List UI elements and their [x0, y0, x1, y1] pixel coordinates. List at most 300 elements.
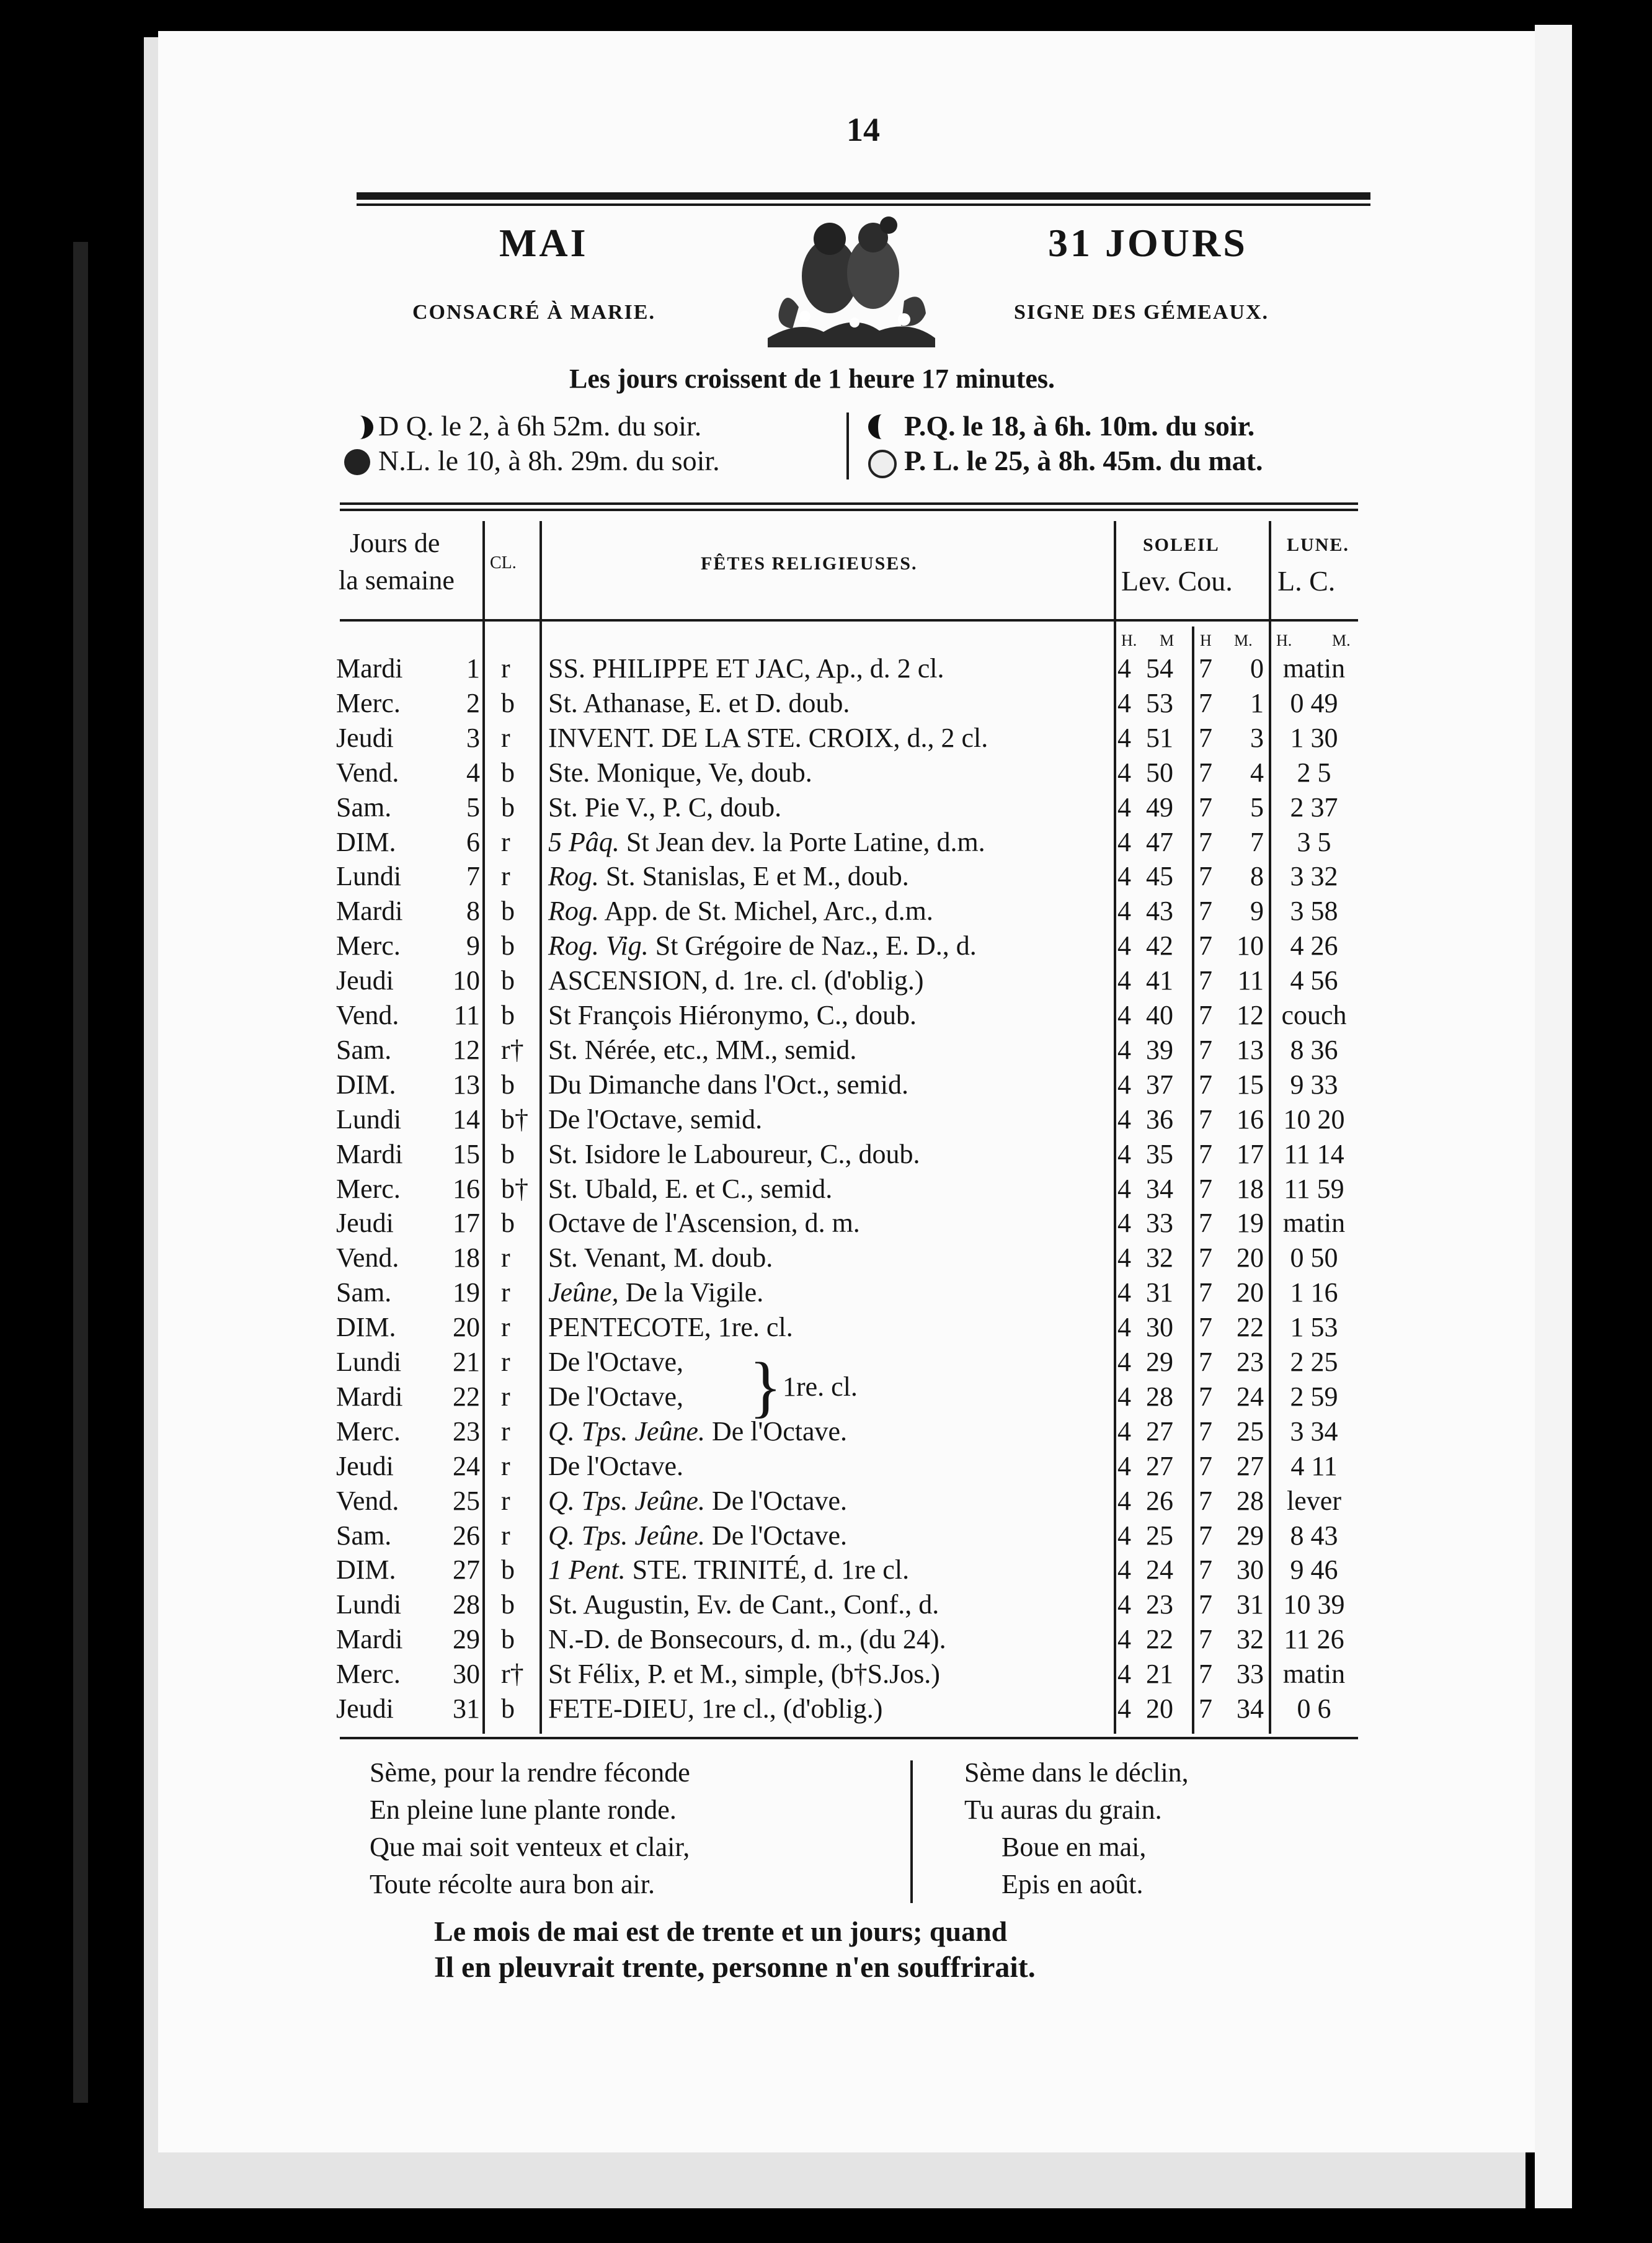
- phase-pl: P. L. le 25, à 8h. 45m. du mat.: [904, 445, 1263, 476]
- day-cell: Jeudi: [336, 1693, 394, 1724]
- sunset-min-cell: 20: [1237, 1277, 1264, 1308]
- class-cell: b†: [501, 1104, 528, 1135]
- col-lev-cou: Lev. Cou.: [1121, 565, 1233, 597]
- class-cell: b: [501, 687, 515, 718]
- moon-cell: 11 14: [1284, 1138, 1344, 1169]
- feast-name: St. Stanislas, E et M., doub.: [605, 861, 909, 892]
- feast-cell: [548, 1449, 683, 1484]
- sunset-hour-cell: 7: [1199, 826, 1212, 857]
- class-cell: b: [501, 1554, 515, 1585]
- day-cell: Vend.: [336, 1000, 399, 1030]
- date-cell: 28: [453, 1589, 480, 1620]
- col-fetes: FÊTES RELIGIEUSES.: [701, 553, 918, 574]
- sunset-min-cell: 19: [1237, 1208, 1264, 1239]
- sunrise-hour-cell: 4: [1117, 1173, 1131, 1204]
- date-cell: 9: [466, 930, 480, 961]
- sunset-min-cell: 7: [1250, 826, 1264, 857]
- class-cell: r: [501, 1347, 510, 1377]
- sunrise-min-cell: 54: [1146, 653, 1173, 684]
- poem-left-line: Que mai soit venteux et clair,: [370, 1832, 690, 1862]
- table-row: [0, 894, 1652, 929]
- top-rule-thick: [357, 192, 1370, 200]
- class-cell: b: [501, 757, 515, 788]
- sunrise-hour-cell: 4: [1117, 930, 1131, 961]
- moon-cell: 8 36: [1290, 1034, 1338, 1065]
- sunset-hour-cell: 7: [1199, 1242, 1212, 1273]
- feast-cell: [548, 1345, 683, 1380]
- moon-cell: 1 16: [1290, 1277, 1338, 1308]
- date-cell: 5: [466, 792, 480, 823]
- sunrise-min-cell: 35: [1146, 1138, 1173, 1169]
- class-cell: r: [501, 1242, 510, 1273]
- sunset-min-cell: 22: [1237, 1312, 1264, 1343]
- feast-name: St. Nérée, etc., MM., semid.: [548, 1034, 857, 1065]
- table-row: [0, 1206, 1652, 1241]
- date-cell: 7: [466, 861, 480, 892]
- sunset-min-cell: 17: [1237, 1138, 1264, 1169]
- date-cell: 30: [453, 1659, 480, 1690]
- sunrise-min-cell: 22: [1146, 1624, 1173, 1655]
- sunset-min-cell: 23: [1237, 1347, 1264, 1377]
- day-cell: Merc.: [336, 930, 401, 961]
- feast-cell: [548, 1137, 920, 1172]
- sunrise-hour-cell: 4: [1117, 1659, 1131, 1690]
- table-row: [0, 963, 1652, 998]
- class-cell: b: [501, 1208, 515, 1239]
- feast-cell: [548, 1310, 793, 1345]
- table-bottom-rule: [340, 1737, 1358, 1739]
- date-cell: 21: [453, 1347, 480, 1377]
- days-count: 31 JOURS: [1048, 221, 1248, 265]
- day-cell: Vend.: [336, 1242, 399, 1273]
- sunset-min-cell: 11: [1237, 965, 1264, 996]
- sunrise-hour-cell: 4: [1117, 826, 1131, 857]
- feast-cell: [548, 721, 988, 756]
- day-cell: Merc.: [336, 1173, 401, 1204]
- feast-name: St. Pie V., P. C, doub.: [548, 792, 782, 823]
- feast-name: St Jean dev. la Porte Latine, d.m.: [626, 826, 985, 857]
- sunset-min-cell: 34: [1237, 1693, 1264, 1724]
- feast-name: N.-D. de Bonsecours, d. m., (du 24).: [548, 1624, 946, 1655]
- moon-cell: 0 50: [1290, 1242, 1338, 1273]
- sunrise-hour-cell: 4: [1117, 757, 1131, 788]
- sunrise-hour-cell: 4: [1117, 1693, 1131, 1724]
- sunset-min-cell: 25: [1237, 1416, 1264, 1447]
- day-cell: Mardi: [336, 653, 403, 684]
- sunset-min-cell: 28: [1237, 1485, 1264, 1516]
- feast-name: STE. TRINITÉ, d. 1re cl.: [632, 1554, 910, 1585]
- sunrise-min-cell: 50: [1146, 757, 1173, 788]
- feast-prefix: Rog.: [548, 896, 599, 927]
- feast-name: App. de St. Michel, Arc., d.m.: [604, 896, 933, 927]
- feast-cell: [548, 1275, 763, 1310]
- sunset-min-cell: 10: [1237, 930, 1264, 961]
- date-cell: 16: [453, 1173, 480, 1204]
- day-cell: Jeudi: [336, 722, 394, 753]
- day-cell: Mardi: [336, 896, 403, 927]
- full-moon-icon: [868, 450, 897, 478]
- sunset-hour-cell: 7: [1199, 861, 1212, 892]
- col-jours-1: Jours de: [350, 528, 440, 558]
- sunrise-hour-cell: 4: [1117, 1624, 1131, 1655]
- moon-cell: 2 5: [1297, 757, 1331, 788]
- day-cell: Lundi: [336, 1347, 402, 1377]
- moon-cell: 2 37: [1290, 792, 1338, 823]
- day-cell: Sam.: [336, 1034, 392, 1065]
- feast-name: Octave de l'Ascension, d. m.: [548, 1208, 860, 1239]
- date-cell: 14: [453, 1104, 480, 1135]
- class-cell: r: [501, 1312, 510, 1343]
- date-cell: 11: [453, 1000, 480, 1030]
- page-number: 14: [846, 111, 880, 148]
- feast-cell: [548, 1518, 847, 1553]
- table-row: [0, 1102, 1652, 1137]
- moon-cell: 3 5: [1297, 826, 1331, 857]
- day-cell: Sam.: [336, 1520, 392, 1551]
- feast-cell: [548, 1241, 773, 1275]
- proverb: [434, 1914, 1036, 1986]
- sunset-min-cell: 31: [1237, 1589, 1264, 1620]
- moon-cell: 1 30: [1290, 722, 1338, 753]
- feast-name: De l'Octave.: [548, 1450, 684, 1481]
- day-cell: Vend.: [336, 757, 399, 788]
- feast-name: De la Vigile.: [625, 1277, 764, 1308]
- day-cell: Merc.: [336, 1659, 401, 1690]
- brace-label: 1re. cl.: [783, 1371, 858, 1402]
- moon-cell: couch: [1281, 1000, 1347, 1030]
- table-row: [0, 1068, 1652, 1102]
- feast-name: Ste. Monique, Ve, doub.: [548, 757, 812, 788]
- date-cell: 12: [453, 1034, 480, 1065]
- feast-cell: [548, 1172, 832, 1206]
- date-cell: 20: [453, 1312, 480, 1343]
- sunrise-hour-cell: 4: [1117, 1589, 1131, 1620]
- feast-name: St. Athanase, E. et D. doub.: [548, 687, 850, 718]
- table-row: [0, 998, 1652, 1033]
- sunset-min-cell: 12: [1237, 1000, 1264, 1030]
- sunrise-hour-cell: 4: [1117, 1208, 1131, 1239]
- new-moon-icon: [344, 449, 370, 475]
- day-cell: Jeudi: [336, 1450, 394, 1481]
- unit-h3: H.: [1276, 631, 1292, 649]
- table-row: [0, 1414, 1652, 1449]
- feast-cell: [548, 1380, 683, 1414]
- moon-cell: lever: [1287, 1485, 1341, 1516]
- sunset-hour-cell: 7: [1199, 1173, 1212, 1204]
- sunset-hour-cell: 7: [1199, 1208, 1212, 1239]
- table-row: [0, 756, 1652, 790]
- day-cell: Mardi: [336, 1138, 403, 1169]
- table-row: [0, 651, 1652, 686]
- table-row: [0, 1137, 1652, 1172]
- day-cell: Mardi: [336, 1381, 403, 1412]
- sunrise-min-cell: 49: [1146, 792, 1173, 823]
- class-cell: r: [501, 1520, 510, 1551]
- month-title: MAI: [499, 221, 588, 265]
- feast-cell: [548, 1692, 882, 1726]
- sunset-hour-cell: 7: [1199, 1589, 1212, 1620]
- unit-h2: H: [1200, 631, 1212, 649]
- dedication: CONSACRÉ À MARIE.: [412, 301, 655, 324]
- sunrise-min-cell: 45: [1146, 861, 1173, 892]
- date-cell: 10: [453, 965, 480, 996]
- table-row: [0, 1310, 1652, 1345]
- sunrise-hour-cell: 4: [1117, 1069, 1131, 1100]
- date-cell: 23: [453, 1416, 480, 1447]
- feast-prefix: Rog.: [548, 861, 599, 892]
- moon-cell: matin: [1282, 1659, 1346, 1690]
- sunrise-min-cell: 24: [1146, 1554, 1173, 1585]
- date-cell: 19: [453, 1277, 480, 1308]
- date-cell: 6: [466, 826, 480, 857]
- feast-prefix: Q. Tps. Jeûne.: [548, 1520, 705, 1551]
- table-row: [0, 1622, 1652, 1657]
- sunrise-hour-cell: 4: [1117, 1242, 1131, 1273]
- feast-name: St. Isidore le Laboureur, C., doub.: [548, 1138, 920, 1169]
- poem-right-line: Epis en août.: [1001, 1869, 1144, 1899]
- phase-pq: P.Q. le 18, à 6h. 10m. du soir.: [904, 410, 1255, 442]
- feast-prefix: Jeûne,: [548, 1277, 619, 1308]
- table-row: [0, 721, 1652, 756]
- sunset-min-cell: 30: [1237, 1554, 1264, 1585]
- poem-left-line: Sème, pour la rendre féconde: [370, 1757, 690, 1788]
- sunrise-min-cell: 42: [1146, 930, 1173, 961]
- feast-name: St François Hiéronymo, C., doub.: [548, 1000, 917, 1030]
- date-cell: 8: [466, 896, 480, 927]
- feast-prefix: 5 Pâq.: [548, 826, 620, 857]
- feast-name: De l'Octave,: [548, 1381, 684, 1412]
- feast-cell: [548, 1033, 856, 1068]
- sunset-hour-cell: 7: [1199, 722, 1212, 753]
- day-cell: Vend.: [336, 1485, 399, 1516]
- last-quarter-icon: [346, 416, 373, 439]
- feast-cell: [548, 686, 850, 721]
- day-cell: DIM.: [336, 826, 396, 857]
- poem-right-line: Tu auras du grain.: [964, 1795, 1162, 1825]
- sunset-min-cell: 8: [1250, 861, 1264, 892]
- sunrise-min-cell: 40: [1146, 1000, 1173, 1030]
- sunset-hour-cell: 7: [1199, 930, 1212, 961]
- sunrise-hour-cell: 4: [1117, 1138, 1131, 1169]
- date-cell: 17: [453, 1208, 480, 1239]
- moon-cell: 0 6: [1297, 1693, 1331, 1724]
- feast-cell: [548, 825, 985, 860]
- proverb-line: Le mois de mai est de trente et un jours; quand: [434, 1915, 1008, 1947]
- feast-name: PENTECOTE, 1re. cl.: [548, 1312, 793, 1343]
- table-row: [0, 1518, 1652, 1553]
- feast-name: Du Dimanche dans l'Oct., semid.: [548, 1069, 909, 1100]
- date-cell: 18: [453, 1242, 480, 1273]
- sunrise-min-cell: 23: [1146, 1589, 1173, 1620]
- poem-left-line: En pleine lune plante ronde.: [370, 1795, 677, 1825]
- class-cell: b: [501, 1624, 515, 1655]
- sunrise-min-cell: 33: [1146, 1208, 1173, 1239]
- class-cell: b: [501, 965, 515, 996]
- table-row: [0, 1692, 1652, 1726]
- feast-cell: [548, 998, 917, 1033]
- sunrise-min-cell: 20: [1146, 1693, 1173, 1724]
- sunrise-min-cell: 25: [1146, 1520, 1173, 1551]
- sunrise-hour-cell: 4: [1117, 687, 1131, 718]
- unit-m3: M.: [1332, 631, 1351, 649]
- feast-cell: [548, 929, 977, 963]
- sunrise-hour-cell: 4: [1117, 722, 1131, 753]
- table-row: [0, 1657, 1652, 1692]
- table-row: [0, 1033, 1652, 1068]
- class-cell: r: [501, 1485, 510, 1516]
- day-cell: Merc.: [336, 1416, 401, 1447]
- moon-cell: 9 33: [1290, 1069, 1338, 1100]
- table-row: [0, 825, 1652, 860]
- sunset-hour-cell: 7: [1199, 1000, 1212, 1030]
- col-lc: L. C.: [1277, 565, 1336, 597]
- sunset-min-cell: 33: [1237, 1659, 1264, 1690]
- col-cl: CL.: [490, 553, 517, 573]
- sunset-hour-cell: 7: [1199, 1520, 1212, 1551]
- feast-prefix: Q. Tps. Jeûne.: [548, 1485, 705, 1516]
- sunrise-min-cell: 39: [1146, 1034, 1173, 1065]
- moon-cell: matin: [1282, 653, 1346, 684]
- moon-cell: 11 59: [1284, 1173, 1344, 1204]
- class-cell: r: [501, 653, 510, 684]
- poem-left: [370, 1754, 690, 1903]
- table-row: [0, 686, 1652, 721]
- sunrise-hour-cell: 4: [1117, 1416, 1131, 1447]
- class-cell: b: [501, 792, 515, 823]
- class-cell: r: [501, 1277, 510, 1308]
- poem-right-line: Sème dans le déclin,: [964, 1757, 1189, 1788]
- phase-divider: [846, 412, 849, 479]
- brace-symbol: }: [749, 1349, 782, 1424]
- moon-cell: 10 20: [1283, 1104, 1345, 1135]
- date-cell: 31: [453, 1693, 480, 1724]
- sunrise-min-cell: 30: [1146, 1312, 1173, 1343]
- sunset-hour-cell: 7: [1199, 1069, 1212, 1100]
- sunset-hour-cell: 7: [1199, 757, 1212, 788]
- sunrise-min-cell: 36: [1146, 1104, 1173, 1135]
- feast-prefix: Rog. Vig.: [548, 930, 649, 961]
- class-cell: b: [501, 1000, 515, 1030]
- header-bottom-rule: [340, 619, 1358, 622]
- class-cell: r: [501, 1416, 510, 1447]
- sunset-min-cell: 5: [1250, 792, 1264, 823]
- date-cell: 27: [453, 1554, 480, 1585]
- class-cell: r†: [501, 1034, 524, 1065]
- class-cell: r: [501, 722, 510, 753]
- class-cell: r†: [501, 1659, 524, 1690]
- table-row: [0, 1172, 1652, 1206]
- sunrise-hour-cell: 4: [1117, 1277, 1131, 1308]
- sunset-hour-cell: 7: [1199, 1277, 1212, 1308]
- sunset-min-cell: 29: [1237, 1520, 1264, 1551]
- sunset-min-cell: 9: [1250, 896, 1264, 927]
- phase-dq: D Q. le 2, à 6h 52m. du soir.: [378, 410, 702, 442]
- phase-nl: N.L. le 10, à 8h. 29m. du soir.: [378, 445, 720, 476]
- moon-cell: 10 39: [1283, 1589, 1345, 1620]
- class-cell: b: [501, 1069, 515, 1100]
- class-cell: b: [501, 930, 515, 961]
- sunset-hour-cell: 7: [1199, 1554, 1212, 1585]
- day-cell: DIM.: [336, 1312, 396, 1343]
- sunset-hour-cell: 7: [1199, 1485, 1212, 1516]
- sunset-min-cell: 3: [1250, 722, 1264, 753]
- sunset-min-cell: 13: [1237, 1034, 1264, 1065]
- sunrise-hour-cell: 4: [1117, 1034, 1131, 1065]
- sunset-hour-cell: 7: [1199, 1381, 1212, 1412]
- table-top-rule-2: [340, 509, 1358, 511]
- feast-cell: [548, 1068, 908, 1102]
- feast-prefix: Q. Tps. Jeûne.: [548, 1416, 705, 1447]
- date-cell: 29: [453, 1624, 480, 1655]
- sunrise-min-cell: 29: [1146, 1347, 1173, 1377]
- table-row: [0, 790, 1652, 825]
- sunrise-min-cell: 31: [1146, 1277, 1173, 1308]
- feast-name: St Grégoire de Naz., E. D., d.: [655, 930, 977, 961]
- feast-name: FETE-DIEU, 1re cl., (d'oblig.): [548, 1693, 883, 1724]
- class-cell: r: [501, 1450, 510, 1481]
- day-cell: Lundi: [336, 1104, 402, 1135]
- feast-name: De l'Octave.: [711, 1485, 848, 1516]
- sunrise-min-cell: 41: [1146, 965, 1173, 996]
- sunrise-hour-cell: 4: [1117, 896, 1131, 927]
- col-jours-2: la semaine: [339, 565, 455, 595]
- sunrise-min-cell: 37: [1146, 1069, 1173, 1100]
- moon-cell: 4 56: [1290, 965, 1338, 996]
- feast-cell: [548, 1587, 939, 1622]
- sunrise-hour-cell: 4: [1117, 965, 1131, 996]
- sunset-hour-cell: 7: [1199, 687, 1212, 718]
- sunrise-hour-cell: 4: [1117, 1104, 1131, 1135]
- feast-cell: [548, 756, 812, 790]
- sunrise-min-cell: 27: [1146, 1416, 1173, 1447]
- moon-cell: 0 49: [1290, 687, 1338, 718]
- feast-cell: [548, 790, 781, 825]
- sunset-hour-cell: 7: [1199, 1312, 1212, 1343]
- sunset-min-cell: 18: [1237, 1173, 1264, 1204]
- date-cell: 15: [453, 1138, 480, 1169]
- sunset-min-cell: 20: [1237, 1242, 1264, 1273]
- feast-cell: [548, 1657, 940, 1692]
- feast-cell: [548, 1553, 909, 1587]
- feast-cell: [548, 1206, 860, 1241]
- feast-cell: [548, 1102, 762, 1137]
- sunrise-min-cell: 28: [1146, 1381, 1173, 1412]
- feast-name: SS. PHILIPPE ET JAC, Ap., d. 2 cl.: [548, 653, 944, 684]
- sunset-min-cell: 0: [1250, 653, 1264, 684]
- feast-cell: [548, 894, 933, 929]
- sunset-hour-cell: 7: [1199, 1138, 1212, 1169]
- sunset-hour-cell: 7: [1199, 1034, 1212, 1065]
- feast-name: De l'Octave.: [711, 1416, 848, 1447]
- day-cell: Mardi: [336, 1624, 403, 1655]
- moon-cell: 9 46: [1290, 1554, 1338, 1585]
- moon-cell: 4 11: [1290, 1450, 1338, 1481]
- top-rule-thin: [357, 203, 1370, 206]
- sunrise-hour-cell: 4: [1117, 1000, 1131, 1030]
- sunset-hour-cell: 7: [1199, 1693, 1212, 1724]
- sunrise-hour-cell: 4: [1117, 1520, 1131, 1551]
- unit-m2: M.: [1234, 631, 1253, 649]
- feast-name: De l'Octave, semid.: [548, 1104, 763, 1135]
- feast-name: St. Augustin, Ev. de Cant., Conf., d.: [548, 1589, 939, 1620]
- date-cell: 24: [453, 1450, 480, 1481]
- day-cell: DIM.: [336, 1554, 396, 1585]
- class-cell: b: [501, 1589, 515, 1620]
- moon-cell: 3 58: [1290, 896, 1338, 927]
- sunset-min-cell: 32: [1237, 1624, 1264, 1655]
- date-cell: 22: [453, 1381, 480, 1412]
- sunset-hour-cell: 7: [1199, 1104, 1212, 1135]
